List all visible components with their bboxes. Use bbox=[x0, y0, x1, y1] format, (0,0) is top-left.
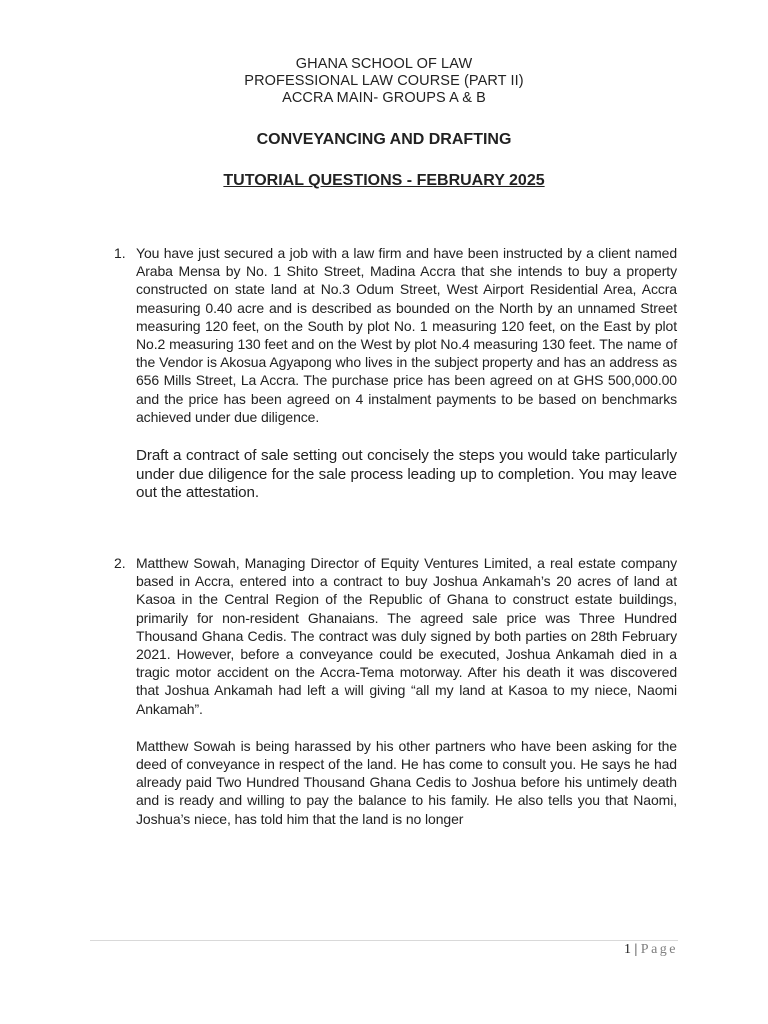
tutorial-title: TUTORIAL QUESTIONS - FEBRUARY 2025 bbox=[223, 172, 545, 189]
question-body bbox=[136, 244, 677, 503]
question-paragraph: Matthew Sowah is being harassed by his other partners who have been asking for the deed of conveyance in respect of the land. He has come to consult you. He says he had already paid Two Hundred Thousand Ghana Cedis to Joshua before his untimely death and is ready and willing to pay the balance to his family. He also tells you that Naomi, Joshua’s niece, has told him that the land is no longer bbox=[136, 737, 677, 827]
course-title: CONVEYANCING AND DRAFTING bbox=[256, 131, 512, 148]
footer-divider bbox=[90, 940, 678, 941]
question-paragraph: You have just secured a job with a law firm and have been instructed by a client named Araba Mensa by No. 1 Shito Street, Madina Accra that she intends to buy a property constructed on state land at No.3 Odum Street, West Airport Residential Area, Accra measuring 0.40 acre and is described as bounded on the North by an unnamed Street measuring 120 feet, on the South by plot No. 1 measuring 120 feet, on the East by plot No.2 measuring 130 feet and on the West by plot No.4 measuring 130 feet. The name of the Vendor is Akosua Agyapong who lives in the subject property and has an address as 656 Mills Street, La Accra. The purchase price has been agreed on at GHS 500,000.00 and the price has been agreed on 4 instalment payments to be based on benchmarks achieved under due diligence. bbox=[136, 245, 677, 425]
page-number: 1 bbox=[623, 942, 631, 957]
question-number: 1. bbox=[114, 245, 126, 261]
tutorial-title-wrapper bbox=[0, 172, 768, 190]
question-body bbox=[136, 554, 677, 828]
question-instruction: Draft a contract of sale setting out concisely the steps you would take particularly under due diligence for the sale process leading up to completion. You may leave out the attestation. bbox=[136, 447, 677, 502]
school-name: GHANA SCHOOL OF LAW bbox=[295, 56, 473, 72]
question-number: 2. bbox=[114, 555, 126, 571]
question-paragraph: Matthew Sowah, Managing Director of Equity Ventures Limited, a real estate company based in Accra, entered into a contract to buy Joshua Ankamah’s 20 acres of land at Kasoa in the Central Region of the Republic of Ghana to construct estate buildings, primarily for non-resident Ghanaians. The agreed sale price was Three Hundred Thousand Ghana Cedis. The contract was duly signed by both parties on 28th February 2021. However, before a conveyance could be executed, Joshua Ankamah died in a tragic motor accident on the Accra-Tema motorway. After his death it was discovered that Joshua Ankamah had left a will giving “all my land at Kasoa to my niece, Naomi Ankamah”. bbox=[136, 555, 677, 717]
document-header bbox=[0, 56, 768, 107]
page-footer bbox=[624, 942, 678, 958]
group-line: ACCRA MAIN- GROUPS A & B bbox=[282, 90, 486, 106]
question-1 bbox=[114, 244, 684, 503]
course-level: PROFESSIONAL LAW COURSE (PART II) bbox=[244, 73, 524, 89]
question-2 bbox=[114, 554, 684, 828]
page-separator: | bbox=[630, 942, 641, 957]
page-label: Page bbox=[640, 942, 678, 957]
